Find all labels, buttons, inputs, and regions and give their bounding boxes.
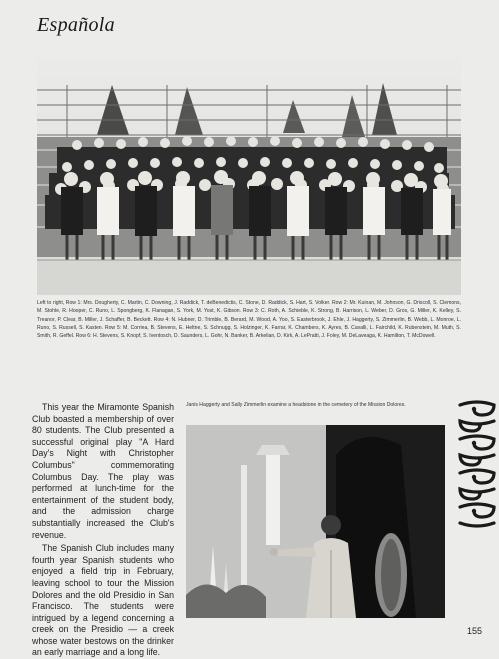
article-paragraph: This year the Miramonte Spanish Club boasted a membership of over 80 students. The Club presented a successful original play "A Hard Day's Night with Christopher Columbus" commemorating Columbus Day. The play was performed at lunch-time for the entertainment of the student body, and the admission charge substantially increased the Club's revenue. (32, 402, 174, 540)
article-body (32, 402, 174, 659)
decorative-scroll-ornament (456, 399, 498, 532)
photo2-caption: Janis Haggerty and Sally Zimmerlin examine a headstone in the cemetery of the Mission Dolores. (186, 402, 406, 408)
mission-dolores-photo (186, 425, 445, 618)
article-paragraph: The Spanish Club includes many fourth year Spanish students who enjoyed a field trip in February, leaving school to tour the Mission Dolores and the old Presidio in San Francisco. The students were intrigued by a legend concerning a creek on the Presidio — a creek whose water bestows on the drinker an early marriage and a long life. (32, 543, 174, 658)
group-photo (37, 55, 461, 295)
page-number: 155 (467, 626, 483, 636)
section-title: Española (37, 14, 115, 36)
group-photo-caption: Left to right, Row 1: Mrs. Dougherty, C. Martin, C. Downing, J. Raddick, T. deBenedictis, C. Stone, D. Raddick, S. Hart, S. Volker. Row 2: Mr. Kuinan, M. Johnson, G. Driscoll, S. Clemons, M. Stohle, R. Hooper, C. Runo, L. Spongberg, K. Flanagan, S. York, M. Yost, K. Gibson. Row 3: C. Roth, A. Schieble, K. Strong, B. Harrison, L. Weber, D. Gros, G. Miller, K. Kelley, S. Treanor, P. Clear, B. Miller, J. Schaffer, B. Beckett. Row 4: N. Hubner, D. Trimble, B. Berard, M. Wood, A. Yoo, S. Easterbrook, J. Ehle, J. Haggerty, S. Zimmerlin, B. Webb, L. Monroe, L. Runo, S. Russell, S. Kasten. Row 5: M. Corriea, B. Stevens, E. Heltne, S. Schnugg, S. Holzinger, K. Farrar, K. Chambers, K. Ayres, B. Cavalli, L. Fairchild, K. Rubenstein, M. Muth, S. Smith, R. Geffel. Row 6: H. Stevens, S. Knopf, S. Iventosch, D. Saunders, L. Gohr, N. Banker, B. Arkelian, D. Kirk, A. LePratti, J. Foley, M. DeLaveaga, K. Hamilton, T. McDowell. (37, 300, 461, 340)
